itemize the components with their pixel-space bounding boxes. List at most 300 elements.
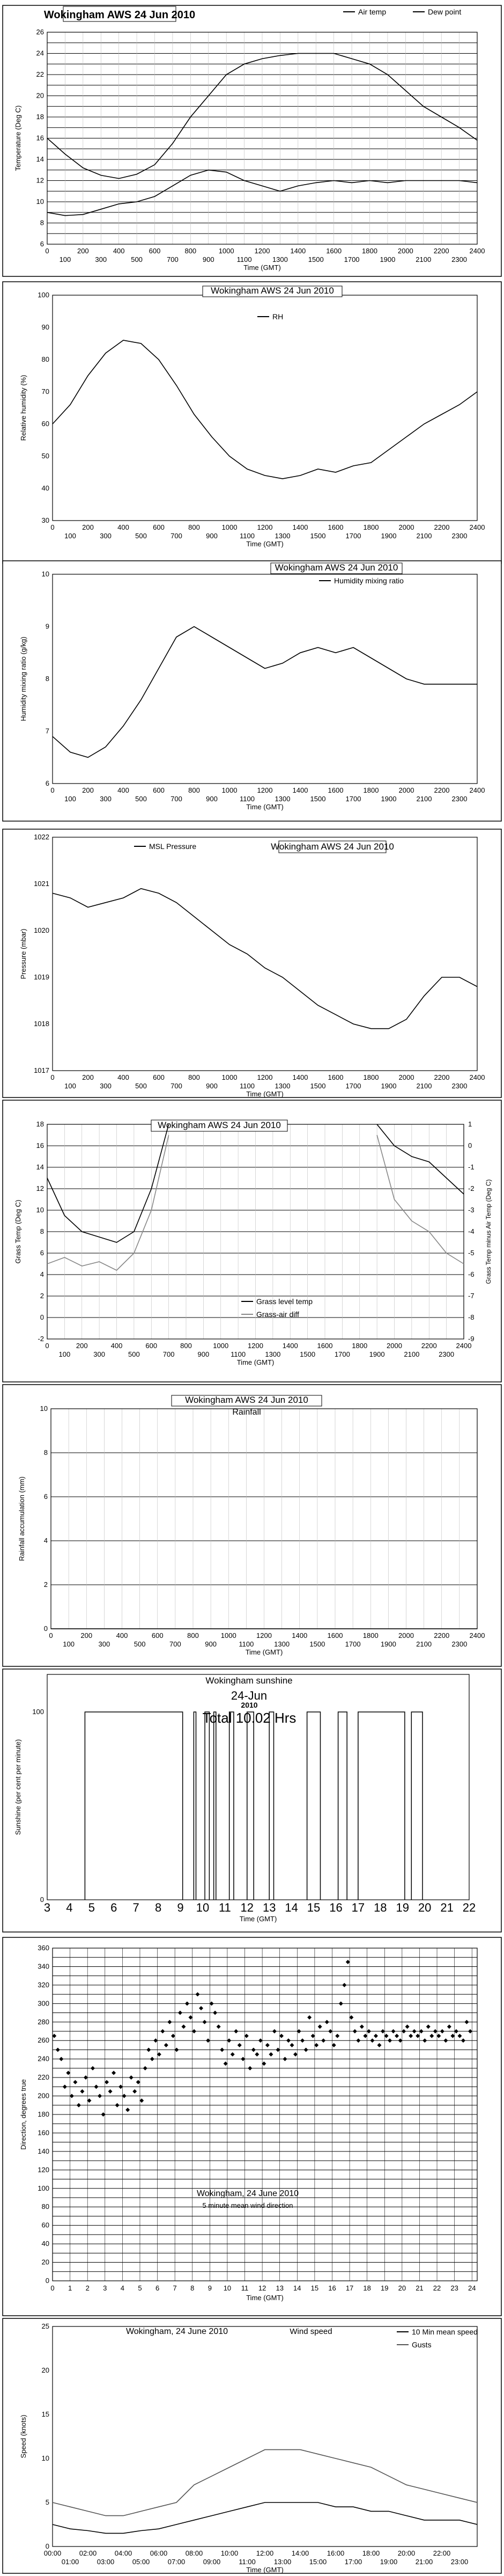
- x-tick-label: 10:00: [220, 2549, 239, 2557]
- x-tick-label: 300: [98, 1640, 110, 1648]
- y-tick-label: 26: [36, 28, 44, 36]
- y2-tick-label: -6: [468, 1270, 475, 1278]
- chart-total: Total 10.02 Hrs: [202, 1710, 297, 1726]
- x-tick-label: 2100: [416, 795, 432, 803]
- x-axis-label: Time (GMT): [246, 2294, 284, 2302]
- y-axis-label: Humidity mixing ratio (g/kg): [19, 636, 27, 721]
- x-tick-label: 900: [197, 1350, 210, 1358]
- x-tick-label: 17: [351, 1901, 365, 1914]
- chart-panel-1: [3, 5, 501, 276]
- x-tick-label: 800: [180, 1342, 192, 1350]
- x-tick-label: 900: [205, 1640, 217, 1648]
- x-tick-label: 100: [64, 795, 76, 803]
- x-tick-label: 1400: [292, 1631, 308, 1640]
- x-tick-label: 1100: [240, 532, 255, 540]
- panel-frame: [3, 1100, 501, 1382]
- panel-frame: [3, 2318, 501, 2573]
- legend-label-grass-air-diff: Grass-air diff: [256, 1310, 299, 1319]
- x-tick-label: 1900: [380, 1640, 396, 1648]
- x-tick-label: 800: [184, 247, 197, 255]
- x-tick-label: 2400: [469, 786, 485, 794]
- x-tick-label: 07:00: [167, 2558, 186, 2566]
- y2-tick-label: -5: [468, 1249, 475, 1257]
- x-tick-label: 1200: [248, 1342, 263, 1350]
- y-tick-label: 8: [40, 1227, 44, 1235]
- y-axis-label: Speed (knots): [19, 2414, 27, 2458]
- y-tick-label: 14: [36, 1163, 44, 1171]
- x-tick-label: 12: [240, 1901, 254, 1914]
- x-tick-label: 2000: [387, 1342, 402, 1350]
- y-tick-label: 300: [38, 1999, 49, 2008]
- x-tick-label: 2300: [451, 532, 468, 540]
- panel-frame: [3, 561, 501, 821]
- y-tick-label: 14: [36, 155, 44, 163]
- x-tick-label: 2400: [469, 1073, 485, 1081]
- y-axis-label: Grass Temp (Deg C): [14, 1199, 22, 1264]
- x-tick-label: 1300: [272, 255, 288, 264]
- y-tick-label: 180: [38, 2110, 49, 2118]
- x-tick-label: 8: [190, 2284, 195, 2292]
- x-tick-label: 0: [50, 2284, 55, 2292]
- y-tick-label: 220: [38, 2073, 49, 2082]
- x-tick-label: 2300: [451, 255, 468, 264]
- y-tick-label: 8: [40, 218, 44, 227]
- x-tick-label: 10: [223, 2284, 232, 2292]
- y-tick-label: 6: [43, 1492, 48, 1501]
- x-tick-label: 2400: [469, 1631, 485, 1640]
- chart-subtitle: Rainfall: [232, 1408, 261, 1417]
- x-tick-label: 300: [95, 255, 107, 264]
- chart-panel-9: [3, 2318, 501, 2574]
- x-tick-label: 1600: [328, 786, 344, 794]
- x-tick-label: 1200: [257, 523, 273, 531]
- x-tick-label: 1100: [236, 255, 252, 264]
- x-tick-label: 1300: [265, 1350, 281, 1358]
- x-tick-label: 1400: [292, 786, 308, 794]
- x-tick-label: 1300: [275, 1082, 291, 1090]
- y-tick-label: 60: [41, 2221, 49, 2229]
- y-tick-label: 280: [38, 2017, 49, 2026]
- y-tick-label: 2: [40, 1292, 44, 1300]
- chart-panel-3: [3, 561, 501, 821]
- y-tick-label: 320: [38, 1980, 49, 1989]
- x-tick-label: 18:00: [362, 2549, 380, 2557]
- y-tick-label: 15: [41, 2410, 49, 2418]
- x-tick-label: 400: [113, 247, 125, 255]
- x-tick-label: 20: [398, 2284, 406, 2292]
- y2-tick-label: -2: [468, 1184, 475, 1192]
- x-tick-label: 1200: [257, 786, 273, 794]
- chart-panel-6: [3, 1385, 501, 1666]
- x-axis-label: Time (GMT): [246, 540, 284, 548]
- x-tick-label: 200: [82, 523, 94, 531]
- x-tick-label: 1900: [369, 1350, 385, 1358]
- x-tick-label: 13: [262, 1901, 276, 1914]
- x-tick-label: 1700: [344, 255, 360, 264]
- x-tick-label: 5: [138, 2284, 142, 2292]
- y-tick-label: 1017: [34, 1066, 49, 1074]
- x-tick-label: 500: [128, 1350, 140, 1358]
- y2-tick-label: -1: [468, 1163, 475, 1171]
- x-tick-label: 21: [440, 1901, 454, 1914]
- y-tick-label: 80: [41, 2202, 49, 2211]
- y-tick-label: 6: [45, 779, 49, 787]
- x-tick-label: 800: [188, 1073, 200, 1081]
- x-tick-label: 1900: [381, 532, 397, 540]
- y2-tick-label: 0: [468, 1141, 472, 1150]
- x-tick-label: 2100: [416, 1640, 432, 1648]
- x-tick-label: 16: [328, 2284, 336, 2292]
- x-tick-label: 300: [100, 1082, 112, 1090]
- x-tick-label: 2300: [451, 1640, 468, 1648]
- legend-label-rh: RH: [272, 312, 284, 321]
- x-tick-label: 1800: [363, 786, 379, 794]
- x-tick-label: 2200: [434, 523, 450, 531]
- x-tick-label: 9: [177, 1901, 184, 1914]
- x-tick-label: 700: [171, 1082, 182, 1090]
- x-tick-label: 1700: [345, 1640, 361, 1648]
- x-tick-label: 400: [117, 1073, 129, 1081]
- x-tick-label: 1900: [380, 255, 396, 264]
- x-tick-label: 1100: [240, 795, 255, 803]
- x-tick-label: 17:00: [344, 2558, 362, 2566]
- y2-tick-label: 1: [468, 1120, 472, 1128]
- x-tick-label: 1800: [362, 247, 377, 255]
- y-tick-label: 1018: [34, 1020, 49, 1028]
- x-tick-label: 1400: [282, 1342, 298, 1350]
- x-tick-label: 1800: [352, 1342, 368, 1350]
- y-tick-label: 2: [43, 1580, 48, 1589]
- chart-title: Wokingham sunshine: [205, 1675, 293, 1686]
- x-tick-label: 400: [117, 786, 129, 794]
- x-tick-label: 22: [433, 2284, 441, 2292]
- y2-tick-label: -3: [468, 1206, 475, 1214]
- x-tick-label: 20:00: [397, 2549, 416, 2557]
- x-tick-label: 12: [258, 2284, 266, 2292]
- x-axis-label: Time (GMT): [246, 2566, 284, 2574]
- x-tick-label: 700: [169, 1640, 181, 1648]
- y-tick-label: 10: [41, 570, 49, 578]
- x-tick-label: 03:00: [97, 2558, 115, 2566]
- x-tick-label: 17: [345, 2284, 354, 2292]
- x-tick-label: 1300: [275, 795, 291, 803]
- chart-title: Wokingham, 24 June 2010: [125, 2327, 228, 2336]
- x-tick-label: 1500: [300, 1350, 316, 1358]
- y-tick-label: 90: [41, 323, 49, 331]
- legend-label-msl-pressure: MSL Pressure: [149, 842, 197, 851]
- x-tick-label: 06:00: [150, 2549, 168, 2557]
- x-tick-label: 700: [162, 1350, 175, 1358]
- x-tick-label: 700: [167, 255, 179, 264]
- x-tick-label: 900: [206, 1082, 218, 1090]
- x-tick-label: 13:00: [273, 2558, 292, 2566]
- y-tick-label: 100: [38, 2184, 49, 2192]
- x-tick-label: 18: [374, 1901, 387, 1914]
- chart-panel-2: [3, 282, 501, 564]
- y2-tick-label: -8: [468, 1313, 475, 1321]
- x-tick-label: 100: [59, 255, 71, 264]
- x-tick-label: 1800: [363, 1073, 379, 1081]
- x-tick-label: 02:00: [79, 2549, 97, 2557]
- x-tick-label: 6: [155, 2284, 160, 2292]
- x-tick-label: 1000: [221, 523, 238, 531]
- y-tick-label: 120: [38, 2165, 49, 2174]
- x-tick-label: 1800: [363, 523, 379, 531]
- x-tick-label: 1200: [254, 247, 270, 255]
- chart-year: 2010: [241, 1701, 258, 1709]
- y-tick-label: 1019: [34, 973, 49, 981]
- x-tick-label: 1100: [239, 1640, 254, 1648]
- y-tick-label: 1022: [34, 833, 49, 841]
- x-axis-label: Time (GMT): [246, 803, 284, 811]
- x-tick-label: 800: [187, 1631, 199, 1640]
- y-tick-label: 4: [43, 1536, 48, 1545]
- y-tick-label: -2: [38, 1335, 44, 1343]
- x-tick-label: 300: [100, 532, 112, 540]
- chart-title: Wokingham AWS 24 Jun 2010: [158, 1120, 281, 1130]
- x-tick-label: 2000: [398, 786, 414, 794]
- y-tick-label: 20: [36, 91, 44, 100]
- x-tick-label: 1000: [221, 786, 238, 794]
- y-tick-label: 16: [36, 134, 44, 142]
- y-tick-label: 30: [41, 516, 49, 524]
- x-tick-label: 600: [153, 523, 165, 531]
- legend-label-air-temp: Air temp: [358, 8, 387, 16]
- y-tick-label: 140: [38, 2147, 49, 2155]
- y-tick-label: 12: [36, 1184, 44, 1192]
- x-tick-label: 4: [66, 1901, 73, 1914]
- x-tick-label: 2200: [433, 247, 449, 255]
- x-tick-label: 16: [329, 1901, 343, 1914]
- x-tick-label: 1500: [309, 1640, 325, 1648]
- x-tick-label: 18: [363, 2284, 371, 2292]
- x-tick-label: 2000: [398, 1073, 414, 1081]
- y-tick-label: 10: [41, 2454, 49, 2462]
- x-tick-label: 2000: [398, 1631, 414, 1640]
- x-tick-label: 11: [241, 2284, 249, 2292]
- y-tick-label: 25: [41, 2322, 49, 2330]
- x-tick-label: 11: [218, 1901, 231, 1914]
- x-tick-label: 0: [49, 1631, 53, 1640]
- x-tick-label: 1400: [292, 523, 308, 531]
- y-tick-label: 8: [43, 1448, 48, 1457]
- x-tick-label: 500: [131, 255, 143, 264]
- x-tick-label: 400: [110, 1342, 123, 1350]
- x-tick-label: 15: [310, 2284, 319, 2292]
- x-tick-label: 19:00: [380, 2558, 398, 2566]
- x-tick-label: 500: [135, 532, 147, 540]
- x-tick-label: 7: [173, 2284, 177, 2292]
- y-tick-label: 100: [38, 291, 49, 299]
- chart-title: Wokingham AWS 24 Jun 2010: [271, 841, 394, 852]
- x-tick-label: 600: [149, 247, 161, 255]
- x-tick-label: 0: [50, 1073, 55, 1081]
- y-tick-label: 0: [40, 1896, 44, 1904]
- x-tick-label: 600: [145, 1342, 158, 1350]
- y-tick-label: 6: [40, 1249, 44, 1257]
- y-axis-label: Relative humidity (%): [19, 375, 27, 441]
- y-tick-label: 40: [41, 2240, 49, 2248]
- y-tick-label: 18: [36, 113, 44, 121]
- x-tick-label: 1600: [328, 1073, 344, 1081]
- x-tick-label: 1000: [218, 247, 234, 255]
- chart-panel-7: [3, 1669, 501, 1932]
- x-tick-label: 11:00: [239, 2558, 256, 2566]
- x-tick-label: 2200: [434, 1631, 450, 1640]
- x-tick-label: 2400: [456, 1342, 472, 1350]
- x-tick-label: 05:00: [132, 2558, 150, 2566]
- x-tick-label: 200: [77, 247, 89, 255]
- x-tick-label: 19: [396, 1901, 409, 1914]
- y-axis-label: Sunshine (per cent per minute): [14, 1739, 22, 1835]
- x-tick-label: 300: [93, 1350, 105, 1358]
- legend-label-gusts: Gusts: [412, 2340, 432, 2349]
- x-tick-label: 1200: [256, 1631, 272, 1640]
- y-tick-label: 360: [38, 1944, 49, 1952]
- x-tick-label: 21: [416, 2284, 424, 2292]
- x-tick-label: 1700: [345, 1082, 361, 1090]
- chart-title: Wokingham AWS 24 Jun 2010: [185, 1395, 308, 1405]
- x-tick-label: 1900: [381, 1082, 397, 1090]
- y-tick-label: 8: [45, 675, 49, 683]
- x-tick-label: 2: [85, 2284, 90, 2292]
- chart-title: Wokingham AWS 24 Jun 2010: [211, 286, 334, 296]
- x-tick-label: 22:00: [433, 2549, 451, 2557]
- x-axis-label: Time (GMT): [236, 1358, 275, 1366]
- x-tick-label: 2000: [397, 247, 413, 255]
- x-tick-label: 1700: [345, 532, 361, 540]
- x-tick-label: 7: [132, 1901, 139, 1914]
- y-tick-label: 22: [36, 70, 44, 78]
- x-axis-label: Time (GMT): [246, 1090, 284, 1098]
- x-tick-label: 2400: [469, 247, 485, 255]
- x-axis-label: Time (GMT): [245, 1648, 283, 1656]
- x-tick-label: 20: [418, 1901, 432, 1914]
- x-tick-label: 400: [116, 1631, 128, 1640]
- chart-title: Wokingham, 24 June 2010: [196, 2189, 299, 2198]
- x-tick-label: 2300: [451, 1082, 468, 1090]
- x-tick-label: 1600: [317, 1342, 333, 1350]
- y-tick-label: 10: [36, 197, 44, 206]
- x-tick-label: 0: [50, 786, 55, 794]
- legend-label-grass-level-temp: Grass level temp: [256, 1297, 313, 1306]
- x-tick-label: 1400: [292, 1073, 308, 1081]
- chart-subtitle: Wind speed: [290, 2327, 332, 2336]
- x-tick-label: 900: [206, 532, 218, 540]
- y-tick-label: 1020: [34, 926, 49, 934]
- legend-label-humidity-mixing-ratio: Humidity mixing ratio: [334, 576, 404, 585]
- x-tick-label: 12:00: [256, 2549, 274, 2557]
- x-tick-label: 2100: [416, 255, 432, 264]
- x-tick-label: 2200: [434, 1073, 450, 1081]
- x-tick-label: 22: [462, 1901, 476, 1914]
- x-tick-label: 16:00: [327, 2549, 345, 2557]
- y2-tick-label: -7: [468, 1292, 475, 1300]
- chart-subtitle: 24-Jun: [231, 1689, 268, 1702]
- x-tick-label: 1000: [220, 1631, 236, 1640]
- y-tick-label: 0: [40, 1313, 44, 1321]
- panel-frame: [3, 5, 501, 276]
- x-tick-label: 00:00: [43, 2549, 62, 2557]
- y-tick-label: 40: [41, 484, 49, 492]
- y-tick-label: 200: [38, 2091, 49, 2100]
- x-tick-label: 0: [50, 523, 55, 531]
- panel-frame: [3, 1385, 501, 1666]
- y-tick-label: 20: [41, 2366, 49, 2374]
- x-tick-label: 09:00: [203, 2558, 221, 2566]
- x-tick-label: 1700: [345, 795, 361, 803]
- y-tick-label: 20: [41, 2258, 49, 2266]
- x-tick-label: 1600: [327, 1631, 343, 1640]
- x-tick-label: 15:00: [309, 2558, 327, 2566]
- y-axis-label: Rainfall accumulation (mm): [18, 1476, 26, 1561]
- y-tick-label: 7: [45, 727, 49, 735]
- legend-label-10-min-mean-speed: 10 Min mean speed: [412, 2328, 478, 2336]
- chart-panel-5: [3, 1100, 501, 1382]
- x-tick-label: 900: [202, 255, 214, 264]
- y-tick-label: 5: [45, 2498, 49, 2506]
- x-tick-label: 800: [188, 523, 200, 531]
- x-tick-label: 800: [188, 786, 200, 794]
- y-tick-label: 18: [36, 1120, 44, 1128]
- x-tick-label: 1600: [328, 523, 344, 531]
- x-tick-label: 9: [207, 2284, 212, 2292]
- y-tick-label: 0: [45, 2277, 49, 2285]
- x-tick-label: 2100: [404, 1350, 420, 1358]
- x-tick-label: 200: [76, 1342, 88, 1350]
- x-tick-label: 100: [58, 1350, 71, 1358]
- x-tick-label: 10: [196, 1901, 210, 1914]
- y-tick-label: 24: [36, 49, 44, 57]
- x-tick-label: 300: [100, 795, 112, 803]
- y-tick-label: 0: [45, 2542, 49, 2550]
- chart-panel-8: [3, 1937, 501, 2316]
- x-tick-label: 4: [120, 2284, 124, 2292]
- legend-label-dew-point: Dew point: [428, 8, 462, 16]
- y-tick-label: 10: [36, 1206, 44, 1214]
- y-tick-label: 70: [41, 387, 49, 396]
- y-tick-label: 60: [41, 420, 49, 428]
- x-tick-label: 900: [206, 795, 218, 803]
- y-tick-label: 10: [40, 1404, 48, 1413]
- x-tick-label: 1500: [310, 532, 326, 540]
- x-tick-label: 1: [68, 2284, 72, 2292]
- x-tick-label: 700: [171, 795, 182, 803]
- y-axis-label: Direction, degrees true: [19, 2079, 27, 2150]
- x-tick-label: 2300: [439, 1350, 455, 1358]
- x-tick-label: 8: [154, 1901, 162, 1914]
- y-tick-label: 4: [40, 1270, 44, 1278]
- chart-title: Wokingham AWS 24 Jun 2010: [275, 562, 398, 573]
- y-tick-label: 240: [38, 2054, 49, 2063]
- x-tick-label: 1800: [362, 1631, 379, 1640]
- x-tick-label: 08:00: [185, 2549, 203, 2557]
- x-tick-label: 200: [82, 1073, 94, 1081]
- x-tick-label: 1900: [381, 795, 397, 803]
- y-tick-label: 160: [38, 2128, 49, 2137]
- y2-tick-label: -9: [468, 1335, 475, 1343]
- y-tick-label: 9: [45, 622, 49, 631]
- x-tick-label: 100: [63, 1640, 75, 1648]
- x-tick-label: 2200: [434, 786, 450, 794]
- x-tick-label: 2300: [451, 795, 468, 803]
- x-tick-label: 23:00: [450, 2558, 469, 2566]
- x-tick-label: 400: [117, 523, 129, 531]
- x-tick-label: 1500: [310, 795, 326, 803]
- x-axis-label: Time (GMT): [243, 264, 281, 272]
- x-tick-label: 2100: [416, 532, 432, 540]
- x-tick-label: 14: [293, 2284, 301, 2292]
